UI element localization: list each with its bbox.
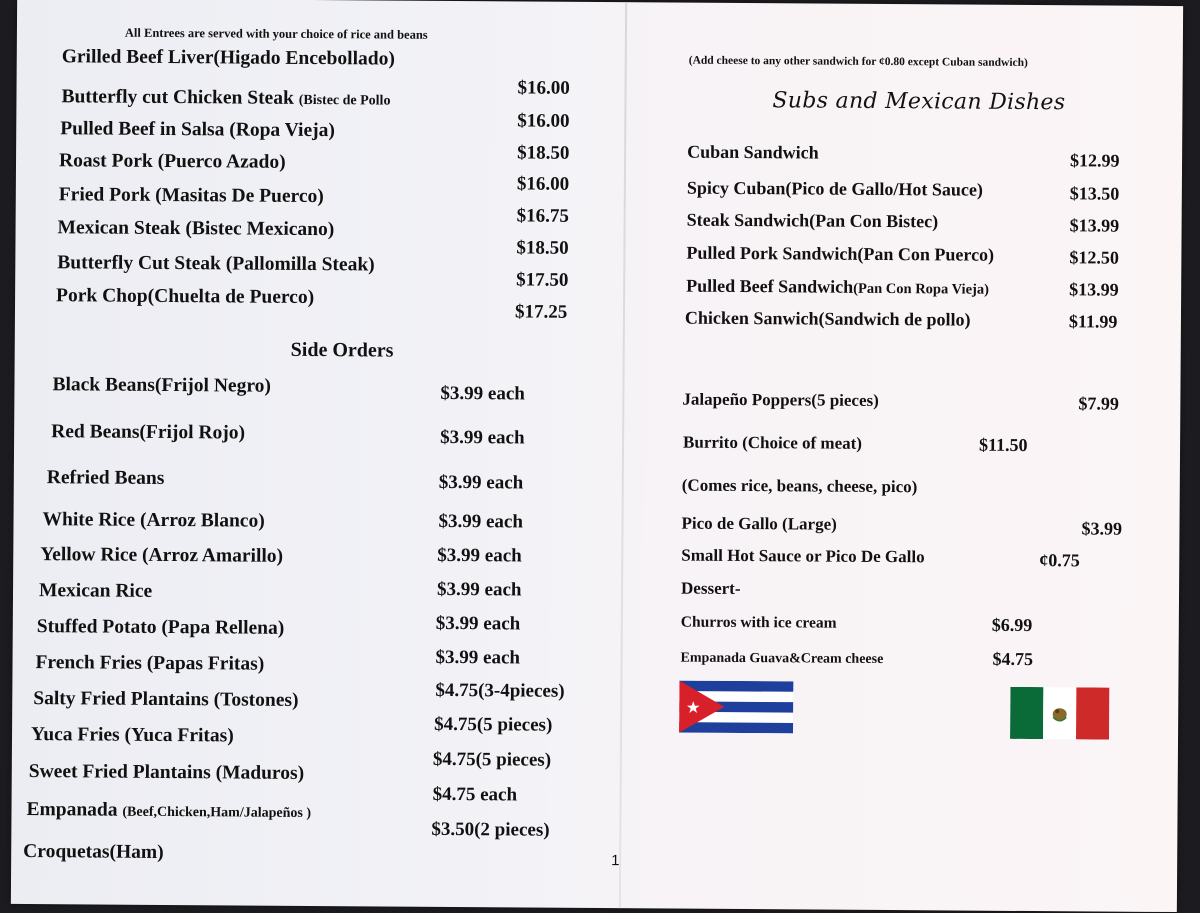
sandwich-price: $13.99 [1069,215,1120,236]
side-name: Empanada (Beef,Chicken,Ham/Jalapeños ) [26,799,312,822]
entree-name: Pork Chop(Chuelta de Puerco) [56,285,315,309]
side-price: $4.75(5 pieces) [434,713,553,736]
entree-price: $18.50 [516,237,569,259]
side-name: Sweet Fried Plantains (Maduros) [28,761,305,784]
sandwich-name: Chicken Sanwich(Sandwich de pollo) [684,307,971,330]
sandwich-name: Spicy Cuban(Pico de Gallo/Hot Sauce) [686,177,983,200]
entree-name: Grilled Beef Liver(Higado Encebollado) [61,46,395,70]
side-name: Salty Fried Plantains (Tostones) [33,688,299,711]
entree-price: $17.25 [514,301,568,323]
cuban-flag-icon [679,681,793,734]
side-price: $3.99 each [437,544,522,567]
side-name: White Rice (Arroz Blanco) [42,509,265,532]
sandwich-price: $12.50 [1069,247,1119,268]
side-price: $3.99 each [435,646,521,669]
sandwich-name: Cuban Sandwich [687,141,819,163]
side-name: Mexican Rice [38,580,153,602]
side-price: $4.75(3-4pieces) [435,679,565,702]
entree-name: Mexican Steak (Bistec Mexicano) [57,217,335,241]
entree-price: $16.00 [517,77,570,99]
mexican-item-name: Jalapeño Poppers(5 pieces) [682,389,879,410]
side-orders-heading: Side Orders [290,338,394,362]
entree-note: All Entrees are served with your choice of rice and beans [124,25,428,42]
mexican-flag-icon [1010,687,1109,740]
sandwich-price: $11.99 [1068,311,1118,332]
dessert-heading: Dessert- [681,578,741,599]
sandwich-name: Pulled Beef Sandwich(Pan Con Ropa Vieja) [686,275,990,298]
page-number: 1 [611,852,620,870]
side-name: Yuca Frieѕ (Yuca Fritas) [30,724,234,747]
entree-name: Butterfly cut Chicken Steak (Bistec de Pollo [61,86,391,109]
entree-name: Fried Pork (Masitas De Puerco) [58,184,324,208]
side-name: Refried Beans [46,467,165,489]
menu-sheet [11,0,1183,912]
mexican-item-price: $11.50 [979,434,1028,456]
side-price: $3.50(2 pieces) [431,818,550,841]
mexican-item-price: $3.99 [1081,518,1123,539]
dessert-price: $4.75 [992,648,1034,670]
mexican-item-name: Burrito (Choice of meat) [683,432,863,453]
side-name: Black Beans(Frijol Negro) [52,374,271,397]
side-price: $3.99 each [438,471,524,494]
entree-price: $18.50 [517,142,570,164]
entree-name: Roast Pork (Puerco Azado) [58,150,286,173]
sandwich-price: $13.99 [1069,279,1119,300]
entree-price: $16.00 [516,173,570,195]
entree-price: $16.00 [517,110,570,132]
mexican-item-price: ¢0.75 [1039,550,1080,571]
dessert-price: $6.99 [991,614,1033,636]
side-price: $3.99 each [440,382,525,405]
entree-name: Pulled Beef in Salsa (Ropa Vieja) [60,118,335,142]
mexican-item-name: Small Hot Sauce or Pico De Gallo [681,545,925,567]
side-name: French Fries (Papas Fritas) [35,652,265,675]
mexican-item-name: Pico de Gallo (Large) [681,513,837,534]
page-fold [619,2,627,908]
mexican-item-price: $7.99 [1078,393,1119,414]
sandwich-name: Steak Sandwich(Pan Con Bistec) [686,209,939,232]
entree-name: Butterfly Cut Steak (Pallomilla Steak) [57,252,375,276]
side-name: Croquetaѕ(Ham) [23,841,164,863]
sandwich-price: $12.99 [1069,150,1120,171]
side-name: Yellow Rice (Arroz Amarillo) [40,544,284,567]
dessert-name: Empanada Guava&Cream cheese [680,650,884,668]
subs-title: Subs and Mexican Dishes [772,88,1066,116]
side-price: $4.75(5 pieces) [432,748,552,771]
side-name: Stuffed Potato (Papa Rellena) [36,616,285,639]
dessert-name: Churros with ice cream [680,613,837,632]
entree-price: $17.50 [516,269,569,291]
entree-price: $16.75 [516,205,569,227]
cheese-note: (Add cheese to any other sandwich for ¢0.80 except Cuban sandwich) [688,54,1028,69]
side-price: $3.99 each [435,612,521,635]
side-price: $3.99 each [436,578,522,601]
side-price: $3.99 each [440,426,525,449]
side-price: $3.99 each [438,510,524,533]
side-price: $4.75 each [432,783,518,806]
side-name: Red Beans(Frijol Rojo) [51,421,246,444]
sandwich-price: $13.50 [1069,183,1120,204]
burrito-note: (Comes rice, beans, cheese, pico) [681,475,918,497]
sandwich-name: Pulled Pork Sandwich(Pan Con Puerco) [686,242,995,265]
